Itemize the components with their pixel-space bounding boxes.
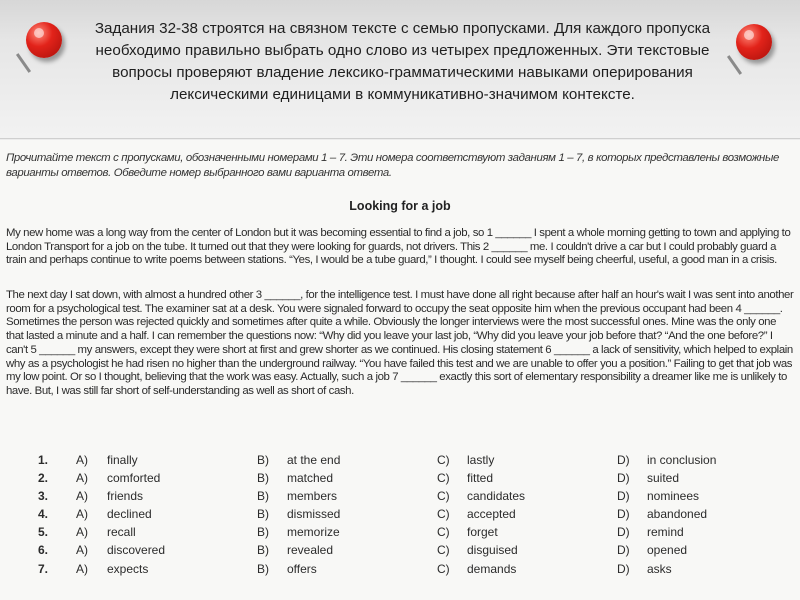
option-letter-a: A) — [76, 489, 88, 504]
option-c: disguised — [467, 543, 518, 558]
option-number: 2. — [38, 471, 49, 486]
option-d: remind — [647, 525, 684, 540]
option-a: finally — [107, 453, 138, 467]
option-number: 1. — [38, 453, 49, 467]
option-a: expects — [107, 561, 149, 576]
option-a: declined — [107, 507, 152, 522]
option-number: 3. — [38, 489, 49, 504]
option-letter-a: A) — [76, 561, 88, 576]
option-letter-d: D) — [617, 561, 630, 576]
option-number: 7. — [38, 561, 49, 576]
option-b: revealed — [287, 543, 334, 558]
option-b: matched — [287, 471, 334, 486]
option-letter-d: D) — [617, 453, 630, 467]
option-letter-a: A) — [76, 453, 88, 467]
option-b: members — [287, 489, 338, 504]
task-instructions: Прочитайте текст с пропусками, обозначенными номерами 1 – 7. Эти номера соответствуют заданиям 1 – 7, в которых представлены возможные варианты ответов. Обведите номер выбранного вами варианта ответа. — [6, 152, 779, 179]
paragraph-2: The next day I sat down, with almost a hundred other 3 ______, for the intelligence test. I must have done all right because after half an hour's wait I was sent into another room for a psychological test. The examiner sat at a desk. You were signaled forward to occupy the seat opposite him when the previous occupant had been 4 ______. Sometimes the person was rejected quickly and sometimes after quite a while. Obviously the longer interviews were the most successful ones. Mine was the only one that lasted a minute and a half. I can remember the questions now: “Why did you leave your last job, “Why did you leave your job before that? “And the one before?” I can't 5 ______ my answers, except they were short at first and grew shorter as we continued. His closing statement 6 ______ a lack of sensitivity, which helped to explain why as a psychologist he had risen no higher than the underground railway. “You have failed this test and we are unable to offer you a position.” Failing to get that job was my low point. Or so I thought, believing that the work was easy. Actually, such a job 7 ______ exactly this sort of elementary responsibility a dreamer like me is unlikely to have. But, I was still far short of self-understanding as well as short of cash. — [6, 289, 794, 397]
option-letter-b: B) — [257, 489, 269, 504]
option-d: nominees — [647, 489, 700, 504]
option-letter-c: C) — [437, 453, 450, 467]
option-letter-b: B) — [257, 507, 269, 522]
option-letter-b: B) — [257, 471, 269, 486]
option-letter-a: A) — [76, 525, 88, 540]
paragraph-1: My new home was a long way from the center of London but it was becoming essential to find a job, so 1 ______ I spent a whole morning getting to town and applying to London Transport for a job on the tube. It turned out that they were looking for guards, not drivers. This 2 ______ me. I couldn't drive a car but I could probably guard a train and perhaps continue to write poems between stations. “Yes, I would be a tube guard,” I thought. I could see myself being cheerful, useful, a good man in a crisis. — [6, 227, 791, 267]
option-c: fitted — [467, 471, 494, 486]
scanned-page — [0, 140, 800, 600]
option-letter-d: D) — [617, 471, 630, 486]
option-row-1 — [38, 451, 778, 469]
option-b: memorize — [287, 525, 340, 540]
option-a: friends — [107, 489, 144, 504]
option-letter-c: C) — [437, 507, 450, 522]
option-letter-c: C) — [437, 543, 450, 558]
option-letter-d: D) — [617, 489, 630, 504]
option-c: demands — [467, 561, 517, 576]
option-letter-a: A) — [76, 471, 88, 486]
answer-options — [38, 451, 778, 578]
pushpin-left-icon — [26, 22, 62, 58]
option-d: asks — [647, 561, 672, 576]
option-letter-b: B) — [257, 561, 269, 576]
option-c: candidates — [467, 489, 526, 504]
slide-header — [0, 0, 800, 139]
option-letter-a: A) — [76, 507, 88, 522]
option-a: discovered — [107, 543, 166, 558]
option-row-3 — [38, 487, 778, 505]
option-letter-b: B) — [257, 543, 269, 558]
option-a: comforted — [107, 471, 161, 486]
option-d: in conclusion — [647, 453, 717, 467]
text-title: Looking for a job — [349, 199, 451, 213]
option-d: opened — [647, 543, 688, 558]
option-letter-d: D) — [617, 525, 630, 540]
option-letter-b: B) — [257, 525, 269, 540]
option-b: at the end — [287, 453, 341, 467]
option-c: accepted — [467, 507, 516, 522]
option-row-6 — [38, 541, 778, 559]
option-b: offers — [287, 561, 317, 576]
option-letter-a: A) — [76, 543, 88, 558]
option-d: suited — [647, 471, 680, 486]
option-letter-b: B) — [257, 453, 269, 467]
option-number: 4. — [38, 507, 49, 522]
option-a: recall — [107, 525, 136, 540]
option-letter-c: C) — [437, 471, 450, 486]
option-letter-c: C) — [437, 489, 450, 504]
option-row-2 — [38, 469, 778, 487]
option-row-7 — [38, 560, 778, 578]
option-row-5 — [38, 523, 778, 541]
option-letter-d: D) — [617, 543, 630, 558]
option-letter-d: D) — [617, 507, 630, 522]
option-number: 6. — [38, 543, 49, 558]
option-row-4 — [38, 505, 778, 523]
option-c: forget — [467, 525, 498, 540]
option-number: 5. — [38, 525, 49, 540]
option-b: dismissed — [287, 507, 341, 522]
option-letter-c: C) — [437, 525, 450, 540]
option-letter-c: C) — [437, 561, 450, 576]
pushpin-right-icon — [736, 24, 772, 60]
option-c: lastly — [467, 453, 495, 467]
header-text: Задания 32-38 строятся на связном тексте с семью пропусками. Для каждого пропуска необходимо правильно выбрать одно слово из четырех предложенных. Эти текстовые вопросы проверяют владение лексико-грамматическими навыками оперирования лексическими единицами в коммуникативно-значимом контексте. — [94, 20, 711, 103]
option-d: abandoned — [647, 507, 708, 522]
